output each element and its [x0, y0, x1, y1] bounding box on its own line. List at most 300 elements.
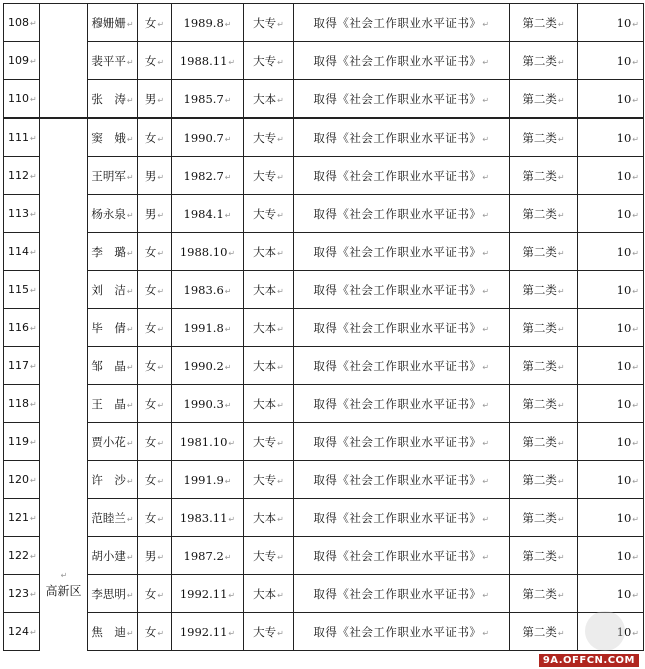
row-number-text: 108 — [8, 16, 29, 29]
paragraph-mark: ↵ — [557, 134, 565, 144]
certificate-cell-text: 取得《社会工作职业水平证书》 — [313, 282, 482, 297]
name-cell-text: 杨永泉 — [91, 206, 126, 221]
category-cell-text: 第二类 — [522, 548, 557, 563]
certificate-cell — [294, 613, 510, 651]
paragraph-mark: ↵ — [482, 19, 490, 29]
count-cell — [578, 347, 644, 385]
paragraph-mark: ↵ — [557, 324, 565, 334]
paragraph-mark: ↵ — [277, 590, 284, 600]
birth-date-cell — [172, 385, 244, 423]
education-cell-text: 大本 — [253, 244, 277, 259]
paragraph-mark: ↵ — [228, 248, 236, 258]
name-cell — [88, 233, 138, 271]
certificate-cell-text: 取得《社会工作职业水平证书》 — [313, 130, 482, 145]
paragraph-mark: ↵ — [277, 552, 284, 562]
certificate-cell — [294, 309, 510, 347]
birth-date-cell — [172, 461, 244, 499]
certificate-cell — [294, 461, 510, 499]
paragraph-mark: ↵ — [277, 134, 284, 144]
birth-date-cell-text: 1985.7 — [183, 91, 224, 106]
name-cell — [88, 613, 138, 651]
education-cell — [244, 461, 294, 499]
name-cell — [88, 118, 138, 157]
category-cell-text: 第二类 — [522, 206, 557, 221]
category-cell — [510, 80, 578, 119]
paragraph-mark: ↵ — [632, 172, 639, 182]
category-cell — [510, 347, 578, 385]
name-cell — [88, 80, 138, 119]
paragraph-mark: ↵ — [30, 514, 37, 523]
gender-cell-text: 女 — [144, 586, 157, 601]
paragraph-mark: ↵ — [277, 324, 284, 334]
gender-cell — [138, 80, 172, 119]
paragraph-mark: ↵ — [126, 95, 134, 105]
birth-date-cell — [172, 537, 244, 575]
table-row — [4, 423, 644, 461]
paragraph-mark: ↵ — [277, 248, 284, 258]
birth-date-cell — [172, 423, 244, 461]
count-cell — [578, 80, 644, 119]
name-cell — [88, 575, 138, 613]
gender-cell-text: 女 — [144, 15, 157, 30]
category-cell — [510, 118, 578, 157]
paragraph-mark: ↵ — [157, 286, 165, 296]
gender-cell — [138, 233, 172, 271]
paragraph-mark: ↵ — [30, 324, 37, 333]
row-number-text: 122 — [8, 549, 29, 562]
certificate-cell — [294, 575, 510, 613]
paragraph-mark: ↵ — [126, 172, 134, 182]
table-row — [4, 575, 644, 613]
gender-cell-text: 女 — [144, 130, 157, 145]
certificate-cell-text: 取得《社会工作职业水平证书》 — [313, 624, 482, 639]
row-number — [4, 347, 40, 385]
paragraph-mark: ↵ — [632, 95, 639, 105]
count-cell — [578, 157, 644, 195]
table-body — [4, 4, 644, 651]
table-row — [4, 613, 644, 651]
category-cell-text: 第二类 — [522, 586, 557, 601]
name-cell — [88, 4, 138, 42]
category-cell-text: 第二类 — [522, 434, 557, 449]
paragraph-mark: ↵ — [632, 514, 639, 524]
paragraph-mark: ↵ — [277, 514, 284, 524]
category-cell-text: 第二类 — [522, 244, 557, 259]
paragraph-mark: ↵ — [30, 95, 37, 104]
name-cell-text: 焦 迪 — [91, 624, 126, 639]
name-cell — [88, 195, 138, 233]
education-cell-text: 大本 — [253, 282, 277, 297]
category-cell-text: 第二类 — [522, 282, 557, 297]
paragraph-mark: ↵ — [157, 590, 165, 600]
gender-cell — [138, 42, 172, 80]
name-cell — [88, 271, 138, 309]
paragraph-mark: ↵ — [557, 57, 565, 67]
table-row — [4, 80, 644, 119]
education-cell-text: 大专 — [253, 130, 277, 145]
education-cell-text: 大专 — [253, 206, 277, 221]
name-cell-text: 王明军 — [91, 168, 126, 183]
birth-date-cell-text: 1992.11 — [179, 586, 228, 601]
paragraph-mark: ↵ — [482, 590, 490, 600]
education-cell-text: 大专 — [253, 548, 277, 563]
certificate-cell-text: 取得《社会工作职业水平证书》 — [313, 53, 482, 68]
paragraph-mark: ↵ — [157, 628, 165, 638]
education-cell — [244, 80, 294, 119]
paragraph-mark: ↵ — [632, 134, 639, 144]
paragraph-mark: ↵ — [60, 570, 68, 580]
category-cell-text: 第二类 — [522, 53, 557, 68]
row-number-text: 109 — [8, 54, 29, 67]
paragraph-mark: ↵ — [126, 362, 134, 372]
paragraph-mark: ↵ — [632, 362, 639, 372]
certificate-cell — [294, 499, 510, 537]
paragraph-mark: ↵ — [482, 286, 490, 296]
count-cell-text: 10 — [616, 396, 632, 411]
gender-cell — [138, 309, 172, 347]
certificate-cell-text: 取得《社会工作职业水平证书》 — [313, 206, 482, 221]
category-cell — [510, 271, 578, 309]
certificate-cell-text: 取得《社会工作职业水平证书》 — [313, 586, 482, 601]
paragraph-mark: ↵ — [224, 134, 232, 144]
paragraph-mark: ↵ — [632, 552, 639, 562]
birth-date-cell — [172, 613, 244, 651]
birth-date-cell — [172, 499, 244, 537]
gender-cell-text: 女 — [144, 358, 157, 373]
gender-cell-text: 男 — [144, 206, 157, 221]
name-cell-text: 窦 娥 — [91, 130, 126, 145]
category-cell — [510, 537, 578, 575]
education-cell-text: 大本 — [253, 586, 277, 601]
gender-cell-text: 女 — [144, 244, 157, 259]
row-number — [4, 385, 40, 423]
count-cell-text: 10 — [616, 91, 632, 106]
birth-date-cell — [172, 195, 244, 233]
paragraph-mark: ↵ — [277, 57, 284, 67]
birth-date-cell-text: 1990.3 — [183, 396, 224, 411]
paragraph-mark: ↵ — [224, 172, 232, 182]
count-cell-text: 10 — [616, 320, 632, 335]
paragraph-mark: ↵ — [277, 400, 284, 410]
paragraph-mark: ↵ — [157, 134, 165, 144]
table-row — [4, 4, 644, 42]
education-cell-text: 大专 — [253, 472, 277, 487]
name-cell — [88, 537, 138, 575]
gender-cell-text: 女 — [144, 434, 157, 449]
paragraph-mark: ↵ — [632, 438, 639, 448]
paragraph-mark: ↵ — [157, 172, 165, 182]
gender-cell — [138, 613, 172, 651]
paragraph-mark: ↵ — [557, 514, 565, 524]
birth-date-cell — [172, 80, 244, 119]
education-cell — [244, 195, 294, 233]
count-cell-text: 10 — [616, 472, 632, 487]
count-cell — [578, 309, 644, 347]
birth-date-cell — [172, 42, 244, 80]
name-cell-text: 王 晶 — [91, 396, 126, 411]
paragraph-mark: ↵ — [224, 95, 232, 105]
paragraph-mark: ↵ — [126, 438, 134, 448]
name-cell-text: 毕 倩 — [91, 320, 126, 335]
gender-cell — [138, 271, 172, 309]
birth-date-cell-text: 1984.1 — [183, 206, 224, 221]
count-cell — [578, 537, 644, 575]
birth-date-cell-text: 1991.9 — [183, 472, 224, 487]
count-cell-text: 10 — [616, 548, 632, 563]
paragraph-mark: ↵ — [157, 552, 165, 562]
birth-date-cell-text: 1989.8 — [183, 15, 224, 30]
paragraph-mark: ↵ — [157, 438, 165, 448]
education-cell — [244, 118, 294, 157]
certificate-cell-text: 取得《社会工作职业水平证书》 — [313, 91, 482, 106]
count-cell — [578, 423, 644, 461]
paragraph-mark: ↵ — [126, 400, 134, 410]
certificate-cell-text: 取得《社会工作职业水平证书》 — [313, 244, 482, 259]
paragraph-mark: ↵ — [157, 476, 165, 486]
certificate-cell — [294, 347, 510, 385]
paragraph-mark: ↵ — [228, 57, 236, 67]
count-cell — [578, 233, 644, 271]
education-cell-text: 大专 — [253, 53, 277, 68]
row-number — [4, 195, 40, 233]
table-row — [4, 42, 644, 80]
category-cell-text: 第二类 — [522, 510, 557, 525]
count-cell-text: 10 — [616, 358, 632, 373]
paragraph-mark: ↵ — [482, 57, 490, 67]
birth-date-cell — [172, 309, 244, 347]
row-number-text: 110 — [8, 92, 29, 105]
paragraph-mark: ↵ — [557, 400, 565, 410]
certificate-cell-text: 取得《社会工作职业水平证书》 — [313, 320, 482, 335]
paragraph-mark: ↵ — [557, 628, 565, 638]
paragraph-mark: ↵ — [157, 57, 165, 67]
paragraph-mark: ↵ — [632, 57, 639, 67]
table-row — [4, 461, 644, 499]
name-cell-text: 刘 洁 — [91, 282, 126, 297]
row-number — [4, 423, 40, 461]
certificate-cell-text: 取得《社会工作职业水平证书》 — [313, 396, 482, 411]
paragraph-mark: ↵ — [224, 19, 232, 29]
education-cell — [244, 157, 294, 195]
gender-cell — [138, 575, 172, 613]
education-cell — [244, 42, 294, 80]
count-cell — [578, 271, 644, 309]
birth-date-cell — [172, 4, 244, 42]
category-cell-text: 第二类 — [522, 168, 557, 183]
gender-cell — [138, 461, 172, 499]
paragraph-mark: ↵ — [126, 590, 134, 600]
paragraph-mark: ↵ — [224, 400, 232, 410]
row-number-text: 114 — [8, 245, 29, 258]
category-cell-text: 第二类 — [522, 358, 557, 373]
name-cell — [88, 461, 138, 499]
paragraph-mark: ↵ — [557, 248, 565, 258]
category-cell-text: 第二类 — [522, 91, 557, 106]
paragraph-mark: ↵ — [30, 172, 37, 181]
paragraph-mark: ↵ — [126, 552, 134, 562]
gender-cell-text: 女 — [144, 472, 157, 487]
paragraph-mark: ↵ — [224, 476, 232, 486]
gender-cell-text: 女 — [144, 282, 157, 297]
category-cell-text: 第二类 — [522, 396, 557, 411]
category-cell — [510, 613, 578, 651]
paragraph-mark: ↵ — [157, 400, 165, 410]
gender-cell — [138, 4, 172, 42]
certificate-cell — [294, 423, 510, 461]
paragraph-mark: ↵ — [224, 362, 232, 372]
table-row — [4, 157, 644, 195]
certificate-cell — [294, 385, 510, 423]
row-number — [4, 613, 40, 651]
row-number — [4, 118, 40, 157]
paragraph-mark: ↵ — [126, 248, 134, 258]
paragraph-mark: ↵ — [557, 438, 565, 448]
paragraph-mark: ↵ — [228, 514, 236, 524]
name-cell-text: 胡小建 — [91, 548, 126, 563]
paragraph-mark: ↵ — [30, 590, 37, 599]
paragraph-mark: ↵ — [30, 210, 37, 219]
paragraph-mark: ↵ — [277, 362, 284, 372]
paragraph-mark: ↵ — [126, 476, 134, 486]
certificate-cell — [294, 195, 510, 233]
paragraph-mark: ↵ — [557, 286, 565, 296]
paragraph-mark: ↵ — [126, 324, 134, 334]
certificate-cell — [294, 118, 510, 157]
count-cell-text: 10 — [616, 130, 632, 145]
certificate-cell — [294, 271, 510, 309]
row-number — [4, 42, 40, 80]
education-cell-text: 大专 — [253, 15, 277, 30]
gender-cell — [138, 347, 172, 385]
paragraph-mark: ↵ — [557, 552, 565, 562]
count-cell — [578, 4, 644, 42]
row-number-text: 112 — [8, 169, 29, 182]
paragraph-mark: ↵ — [277, 172, 284, 182]
name-cell-text: 邹 晶 — [91, 358, 126, 373]
paragraph-mark: ↵ — [224, 552, 232, 562]
category-cell-text: 第二类 — [522, 15, 557, 30]
paragraph-mark: ↵ — [482, 248, 490, 258]
name-cell-text: 许 沙 — [91, 472, 126, 487]
row-number — [4, 271, 40, 309]
paragraph-mark: ↵ — [632, 476, 639, 486]
gender-cell — [138, 499, 172, 537]
count-cell-text: 10 — [616, 282, 632, 297]
category-cell — [510, 499, 578, 537]
paragraph-mark: ↵ — [482, 362, 490, 372]
paragraph-mark: ↵ — [557, 19, 565, 29]
birth-date-cell-text: 1990.7 — [183, 130, 224, 145]
count-cell-text: 10 — [616, 510, 632, 525]
education-cell — [244, 271, 294, 309]
row-number — [4, 461, 40, 499]
row-number — [4, 4, 40, 42]
paragraph-mark: ↵ — [632, 19, 639, 29]
paragraph-mark: ↵ — [157, 248, 165, 258]
paragraph-mark: ↵ — [482, 476, 490, 486]
count-cell-text: 10 — [616, 624, 632, 639]
paragraph-mark: ↵ — [557, 476, 565, 486]
row-number — [4, 309, 40, 347]
paragraph-mark: ↵ — [30, 438, 37, 447]
district-cell-empty — [40, 4, 88, 119]
education-cell — [244, 385, 294, 423]
education-cell-text: 大专 — [253, 624, 277, 639]
certificate-cell-text: 取得《社会工作职业水平证书》 — [313, 548, 482, 563]
birth-date-cell-text: 1990.2 — [183, 358, 224, 373]
watermark: 9A.OFFCN.COM — [539, 654, 639, 667]
paragraph-mark: ↵ — [277, 628, 284, 638]
paragraph-mark: ↵ — [277, 438, 284, 448]
certificate-cell — [294, 4, 510, 42]
education-cell — [244, 347, 294, 385]
gender-cell-text: 女 — [144, 320, 157, 335]
paragraph-mark: ↵ — [30, 286, 37, 295]
paragraph-mark: ↵ — [482, 134, 490, 144]
paragraph-mark: ↵ — [482, 628, 490, 638]
education-cell-text: 大本 — [253, 320, 277, 335]
name-cell-text: 范睦兰 — [91, 510, 126, 525]
gender-cell-text: 女 — [144, 624, 157, 639]
name-cell — [88, 347, 138, 385]
gender-cell — [138, 157, 172, 195]
paragraph-mark: ↵ — [482, 324, 490, 334]
paragraph-mark: ↵ — [482, 95, 490, 105]
category-cell — [510, 575, 578, 613]
birth-date-cell — [172, 575, 244, 613]
paragraph-mark: ↵ — [632, 590, 639, 600]
row-number — [4, 537, 40, 575]
gender-cell — [138, 423, 172, 461]
table-row — [4, 385, 644, 423]
education-cell — [244, 613, 294, 651]
count-cell-text: 10 — [616, 244, 632, 259]
education-cell — [244, 4, 294, 42]
category-cell — [510, 42, 578, 80]
row-number-text: 116 — [8, 321, 29, 334]
paragraph-mark: ↵ — [277, 476, 284, 486]
paragraph-mark: ↵ — [632, 248, 639, 258]
category-cell — [510, 233, 578, 271]
category-cell-text: 第二类 — [522, 130, 557, 145]
count-cell-text: 10 — [616, 15, 632, 30]
paragraph-mark: ↵ — [30, 362, 37, 371]
count-cell-text: 10 — [616, 168, 632, 183]
row-number-text: 117 — [8, 359, 29, 372]
paragraph-mark: ↵ — [277, 95, 284, 105]
education-cell-text: 大本 — [253, 510, 277, 525]
count-cell — [578, 385, 644, 423]
education-cell-text: 大专 — [253, 168, 277, 183]
paragraph-mark: ↵ — [557, 95, 565, 105]
education-cell-text: 大专 — [253, 434, 277, 449]
paragraph-mark: ↵ — [632, 400, 639, 410]
paragraph-mark: ↵ — [30, 57, 37, 66]
paragraph-mark: ↵ — [224, 210, 232, 220]
paragraph-mark: ↵ — [277, 286, 284, 296]
paragraph-mark: ↵ — [632, 210, 639, 220]
category-cell — [510, 385, 578, 423]
category-cell — [510, 157, 578, 195]
paragraph-mark: ↵ — [224, 324, 232, 334]
certificate-cell — [294, 537, 510, 575]
education-cell — [244, 499, 294, 537]
birth-date-cell — [172, 233, 244, 271]
birth-date-cell-text: 1983.6 — [183, 282, 224, 297]
certificate-cell-text: 取得《社会工作职业水平证书》 — [313, 358, 482, 373]
category-cell — [510, 4, 578, 42]
paragraph-mark: ↵ — [30, 19, 37, 28]
